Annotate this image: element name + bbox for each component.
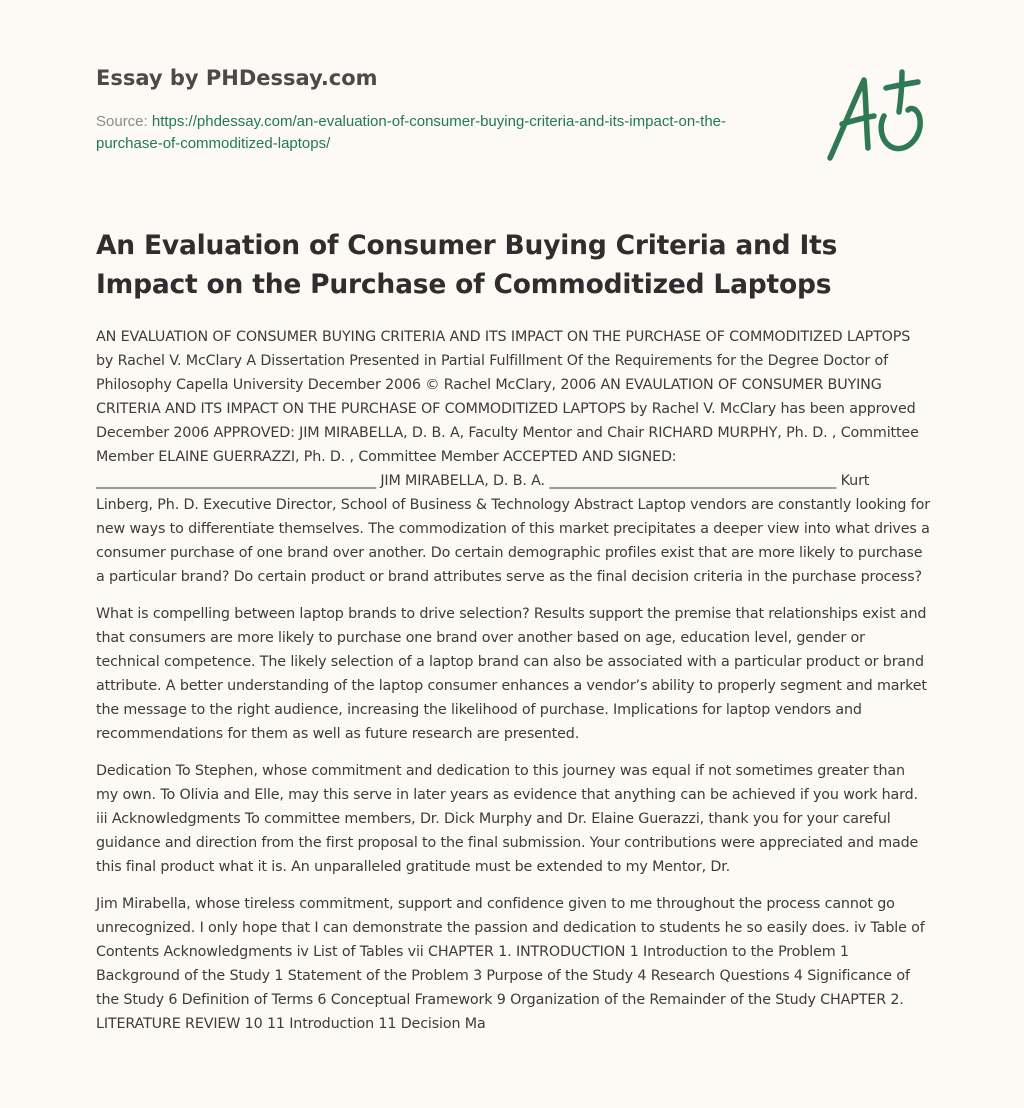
site-title: Essay by PHDessay.com — [96, 66, 378, 90]
source-label: Source: — [96, 113, 148, 130]
source-line — [96, 111, 776, 155]
paragraph: Jim Mirabella, whose tireless commitment, support and confidence given to me throughout the process cannot go unrecognized. I only hope that I can demonstrate the passion and dedication to students he so easily does. iv Table of Contents Acknowledgments iv List of Tables vii CHAPTER 1. INTRODUCTION 1 Introduction to the Problem 1 Background of the Study 1 Statement of the Problem 3 Purpose of the Study 4 Research Questions 4 Significance of the Study 6 Definition of Terms 6 Conceptual Framework 9 Organization of the Remainder of the Study CHAPTER 2. LITERATURE REVIEW 10 11 Introduction 11 Decision Ma — [96, 896, 925, 1032]
paragraph: Dedication To Stephen, whose commitment and dedication to this journey was equal if not sometimes greater than my own. To Olivia and Elle, may this serve in later years as evidence that anything can be achieved if you work hard. iii Acknowledgments To committee members, Dr. Dick Murphy and Dr. Elaine Guerazzi, thank you for your careful guidance and direction from the first proposal to the final submission. Your contributions were appreciated and made this final product what it is. An unparalleled gratitude must be extended to my Mentor, Dr. — [96, 763, 919, 875]
paragraph: What is compelling between laptop brands to drive selection? Results support the premise that relationships exist and that consumers are more likely to purchase one brand over another based on age, education level, gender or technical competence. The likely selection of a laptop brand can also be associated with a particular product or brand attribute. A better understanding of the laptop consumer enhances a vendor’s ability to properly segment and market the message to the right audience, increasing the likelihood of purchase. Implications for laptop vendors and recommendations for them as well as future research are presented. — [96, 606, 927, 742]
article-title: An Evaluation of Consumer Buying Criteria and Its Impact on the Purchase of Commoditized Laptops — [96, 230, 838, 300]
a-plus-logo-icon[interactable] — [822, 66, 932, 166]
article-body — [96, 325, 930, 1049]
source-link[interactable]: https://phdessay.com/an-evaluation-of-consumer-buying-criteria-and-its-impact-on-the-purchase-of-commoditized-laptops/ — [96, 113, 727, 152]
paragraph: AN EVALUATION OF CONSUMER BUYING CRITERIA AND ITS IMPACT ON THE PURCHASE OF COMMODITIZED LAPTOPS by Rachel V. McClary A Dissertation Presented in Partial Fulfillment Of the Requirements for the Degree Doctor of Philosophy Capella University December 2006 © Rachel McClary, 2006 AN EVAULATION OF CONSUMER BUYING CRITERIA AND ITS IMPACT ON THE PURCHASE OF COMMODITIZED LAPTOPS by Rachel V. McClary has been approved December 2006 APPROVED: JIM MIRABELLA, D. B. A, Faculty Mentor and Chair RICHARD MURPHY, Ph. D. , Committee Member ELAINE GUERRAZZI, Ph. D. , Committee Member ACCEPTED AND SIGNED: ________________________________________ JIM MIRABELLA, D. B. A. _________________________________________ Kurt Linberg, Ph. D. Executive Director, School of Business & Technology Abstract Laptop vendors are constantly looking for new ways to differentiate themselves. The commodization of this market precipitates a deeper view into what drives a consumer purchase of one brand over another. Do certain demographic profiles exist that are more likely to purchase a particular brand? Do certain product or brand attributes serve as the final decision criteria in the purchase process? — [96, 329, 930, 585]
